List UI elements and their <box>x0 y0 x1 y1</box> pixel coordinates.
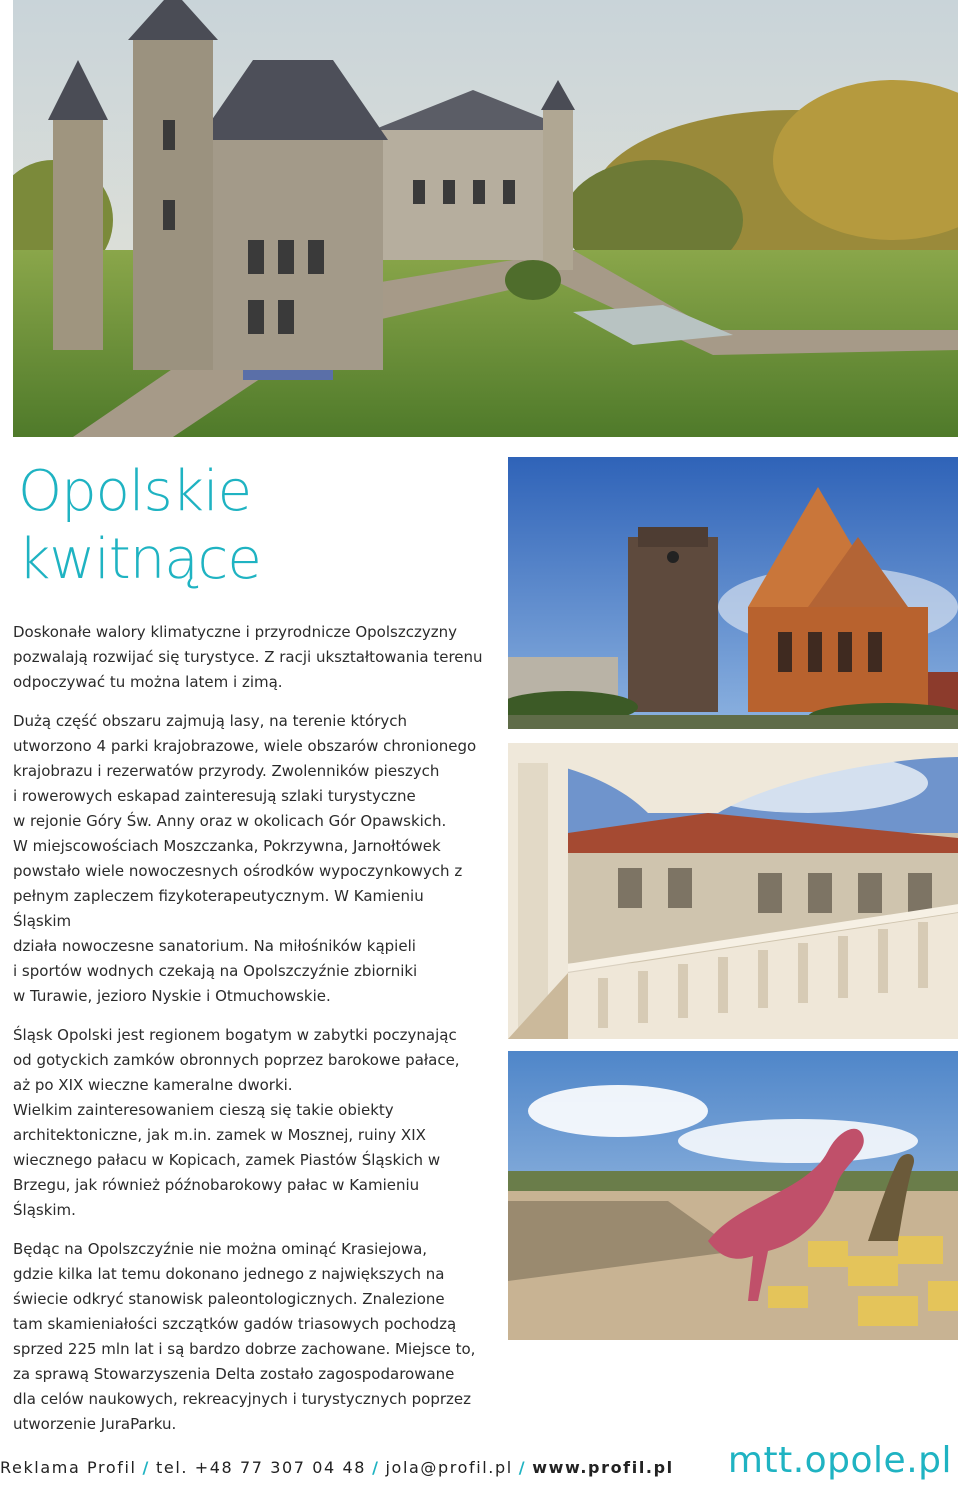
photo-jurapark-dinosaurs <box>508 1051 958 1340</box>
photo-cathedral <box>508 457 958 729</box>
site-url[interactable]: mtt.opole.pl <box>727 1440 952 1481</box>
separator: / <box>518 1458 527 1477</box>
paragraph-nature: Dużą część obszaru zajmują lasy, na terenie których utworzono 4 parki krajobrazowe, wiele obszarów chronionego krajobrazu i rezerwatów przyrody. Zwolenników pieszych i rowerowych eskapad zainteresują szlaki turystyczne w rejonie Góry Św. Anny oraz w okolicach Gór Opawskich. W miejscowościach Moszczanka, Pokrzywna, Jarnołtówek powstało wiele nowoczesnych ośrodków wypoczynkowych z pełnym zapleczem fizykoterapeutycznym. W Kamieniu Śląskim działa nowoczesne sanatorium. Na miłośników kąpieli i sportów wodnych czekają na Opolszczyźnie zbiorniki w Turawie, jezioro Nyskie i Otmuchowskie. <box>13 712 477 1005</box>
separator: / <box>142 1458 150 1477</box>
hero-photo-castle <box>13 0 958 437</box>
separator: / <box>372 1458 380 1477</box>
paragraph-climate: Doskonałe walory klimatyczne i przyrodnicze Opolszczyzny pozwalają rozwijać się turystyce. Z racji ukształtowania terenu odpoczywać tu można latem i zimą. <box>13 623 483 691</box>
footer-contact <box>0 1458 674 1477</box>
contact-phone: tel. +48 77 307 04 48 <box>156 1458 367 1477</box>
page-title <box>18 458 261 594</box>
photo-arcaded-courtyard <box>508 743 958 1039</box>
paragraph-monuments: Śląsk Opolski jest regionem bogatym w zabytki poczynając od gotyckich zamków obronnych poprzez barokowe pałace, aż po XIX wieczne kameralne dworki. Wielkim zainteresowaniem cieszą się takie obiekty architektoniczne, jak m.in. zamek w Mosznej, ruiny XIX wiecznego pałacu w Kopicach, zamek Piastów Śląskich w Brzegu, jak również późnobarokowy pałac w Kamieniu Śląskim. <box>13 1026 460 1219</box>
paragraph-jurapark: Będąc na Opolszczyźnie nie można ominąć Krasiejowa, gdzie kilka lat temu dokonano jednego z największych na świecie odkryć stanowisk paleontologicznych. Znalezione tam skamieniałości szczątków gadów triasowych pochodzą sprzed 225 mln lat i są bardzo dobrze zachowane. Miejsce to, za sprawą Stowarzyszenia Delta zostało zagospodarowane dla celów naukowych, rekreacyjnych i turystycznych poprzez utworzenie JuraParku. <box>13 1240 476 1433</box>
contact-label: Reklama Profil <box>0 1458 137 1477</box>
contact-email[interactable]: jola@profil.pl <box>385 1458 513 1477</box>
footer <box>0 1440 960 1491</box>
title-line-1: Opolskie <box>18 459 252 524</box>
title-line-2: kwitnące <box>18 527 261 592</box>
body-text <box>13 620 483 1451</box>
contact-website[interactable]: www.profil.pl <box>532 1458 674 1477</box>
